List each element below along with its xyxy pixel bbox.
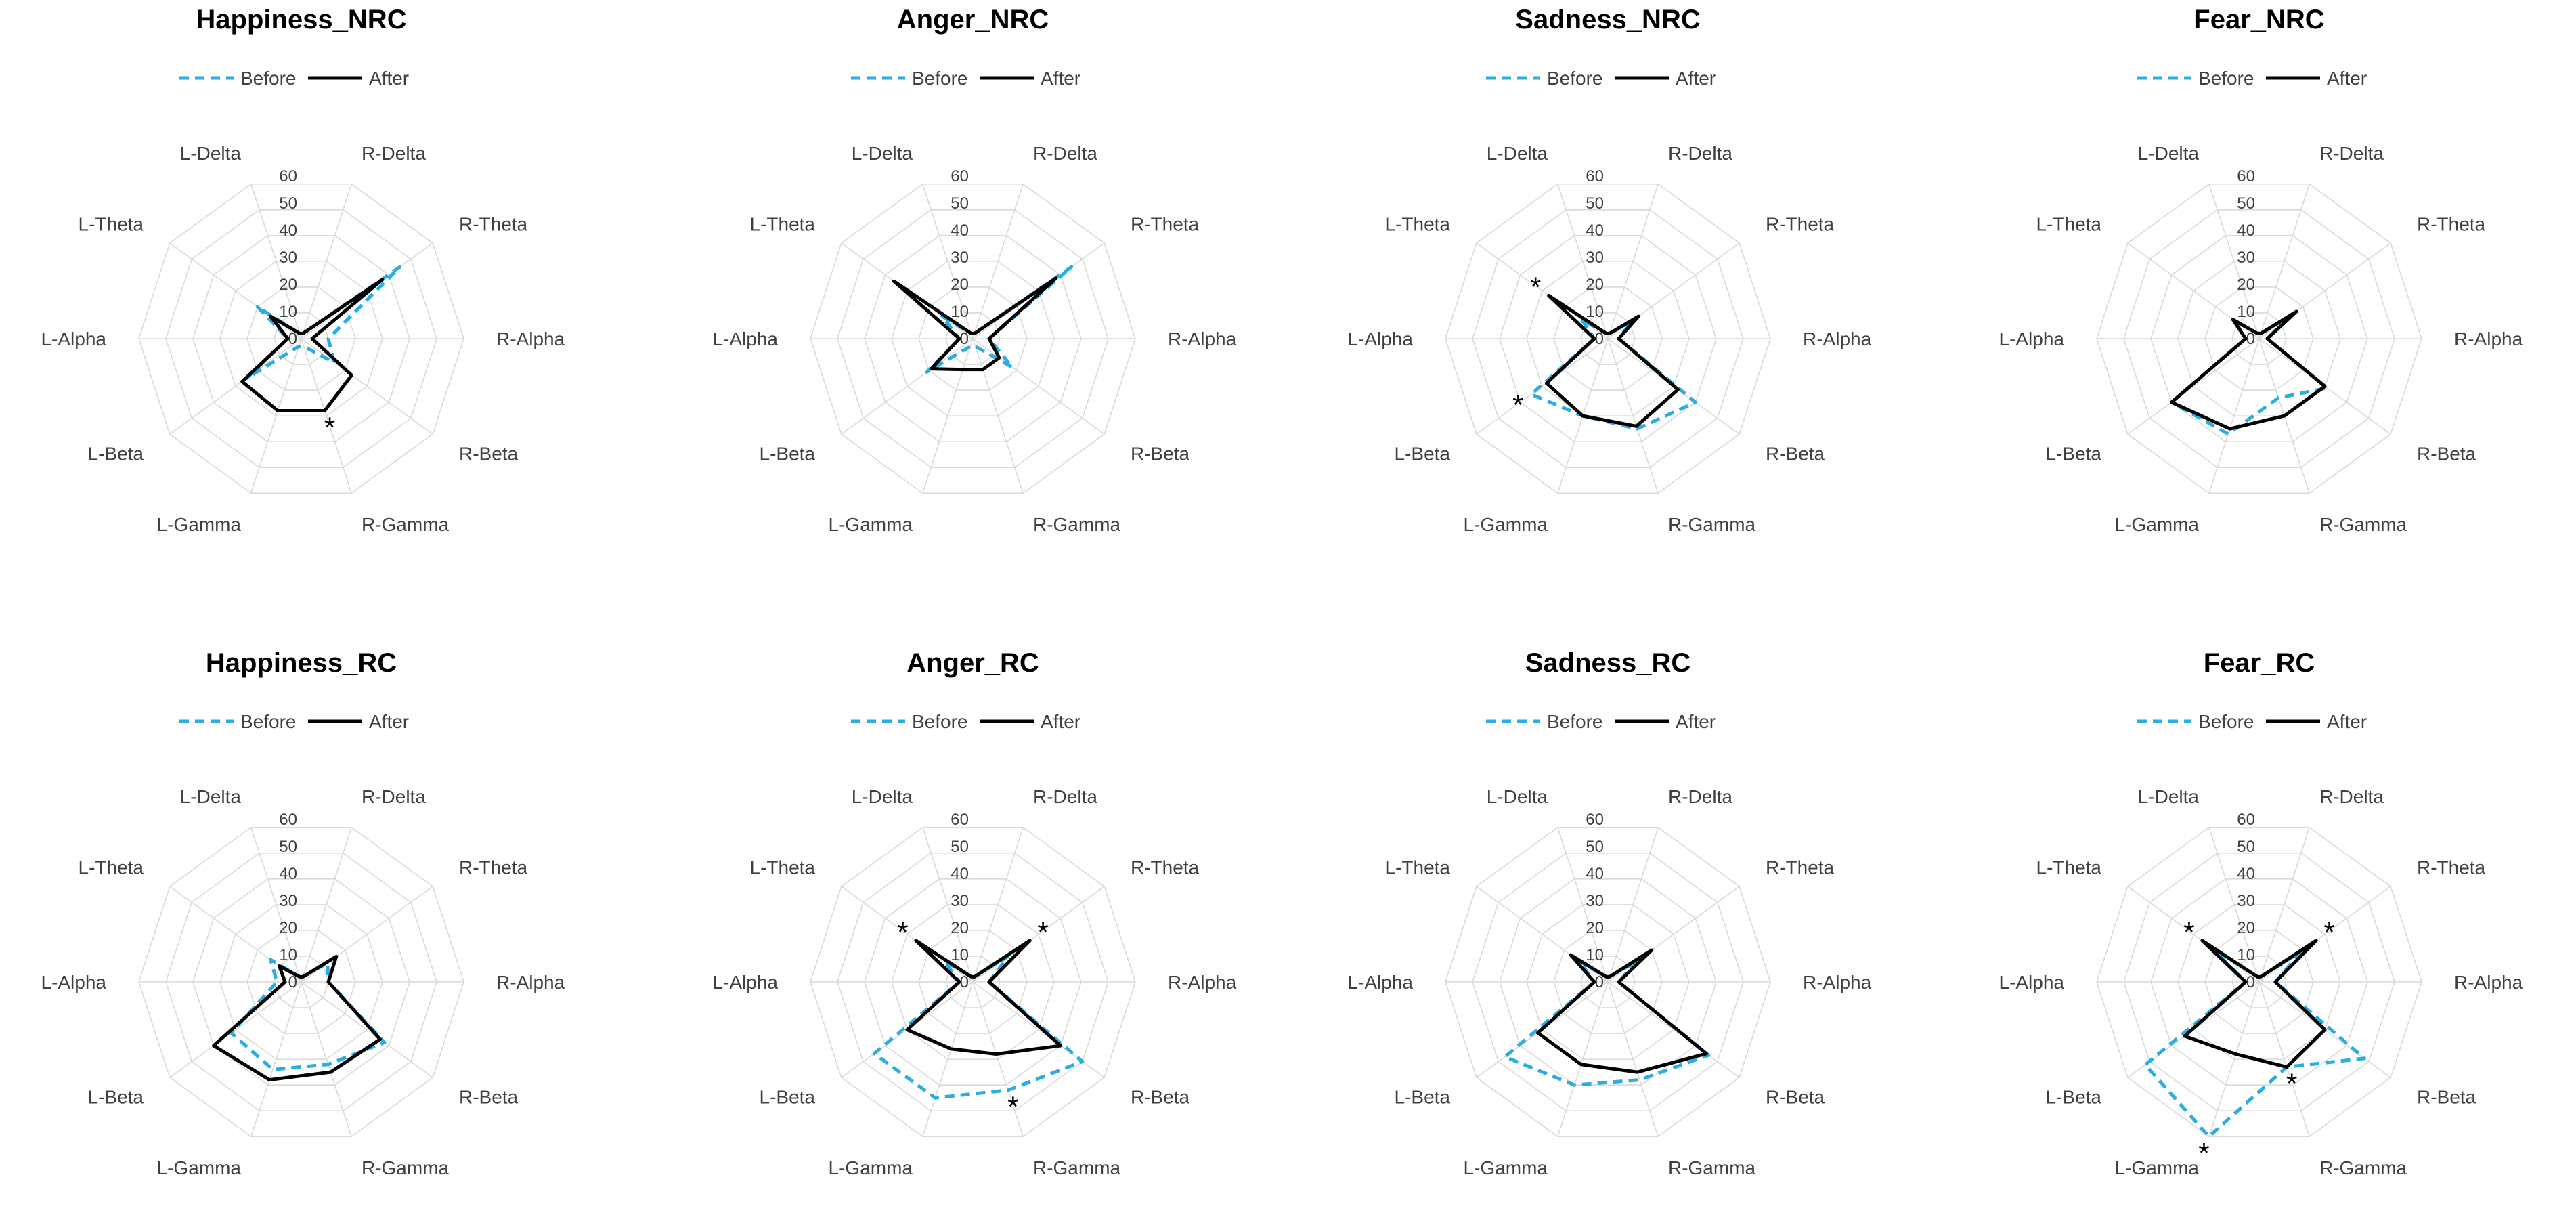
axis-label: L-Delta (179, 786, 242, 808)
series-after-line (894, 278, 1056, 370)
tick-label: 20 (1586, 276, 1604, 294)
chart-title: Sadness_NRC (1515, 5, 1701, 35)
legend (1486, 68, 1716, 89)
tick-label: 40 (951, 865, 969, 883)
axis-label: R-Beta (1765, 1086, 1825, 1108)
axis-label: R-Theta (458, 857, 528, 878)
tick-label: 60 (2237, 811, 2255, 829)
axis-label: R-Theta (2416, 213, 2486, 235)
tick-label: 10 (951, 946, 969, 964)
grid-spoke (2128, 339, 2259, 434)
radar-chart-sadness-rc (1347, 648, 1871, 1178)
tick-label: 40 (279, 865, 297, 883)
legend-after-label: After (1676, 711, 1716, 732)
tick-label: 0 (288, 973, 297, 991)
axis-label: R-Beta (458, 1086, 519, 1108)
axis-label: R-Gamma (2319, 513, 2407, 535)
axis-label: R-Beta (1130, 1086, 1190, 1108)
axis-label: R-Delta (1032, 786, 1097, 808)
grid-spoke (170, 982, 301, 1077)
chart-title: Sadness_RC (1525, 648, 1691, 678)
legend (2137, 711, 2367, 732)
axis-label: R-Theta (2416, 857, 2486, 878)
axis-label: L-Alpha (1347, 328, 1413, 349)
axis-label: L-Gamma (828, 513, 913, 535)
tick-label: 0 (2246, 330, 2255, 348)
tick-label: 30 (2237, 892, 2255, 910)
axis-label: R-Gamma (1667, 513, 1756, 535)
tick-label: 0 (959, 330, 969, 348)
tick-label: 30 (951, 249, 969, 267)
axis-label: R-Delta (1667, 786, 1732, 808)
tick-label: 20 (2237, 919, 2255, 937)
tick-label: 40 (1586, 865, 1604, 883)
legend-before-label: Before (2198, 711, 2254, 732)
grid-spoke (301, 339, 433, 434)
tick-label: 40 (279, 221, 297, 240)
tick-label: 40 (951, 221, 969, 240)
grid-spoke (973, 339, 1104, 434)
radar-chart-happiness-rc (41, 648, 565, 1178)
tick-label: 0 (1594, 330, 1604, 348)
axis-label: R-Beta (1765, 443, 1825, 465)
radar-chart-fear-rc (1999, 648, 2523, 1178)
axis-label: R-Delta (361, 786, 426, 808)
axis-label: R-Delta (1032, 143, 1097, 165)
tick-label: 30 (1586, 249, 1604, 267)
tick-label: 30 (279, 892, 297, 910)
tick-label: 0 (2246, 973, 2255, 991)
axis-label: L-Delta (179, 143, 242, 165)
legend (179, 711, 409, 732)
axis-label: L-Alpha (1999, 972, 2064, 993)
tick-label: 20 (1586, 919, 1604, 937)
legend-after-label: After (1676, 68, 1716, 89)
axis-label: L-Delta (851, 143, 913, 165)
tick-label: 60 (279, 811, 297, 829)
tick-label: 40 (2237, 221, 2255, 240)
tick-label: 20 (951, 919, 969, 937)
tick-label: 50 (951, 838, 969, 856)
radar-grid (1445, 184, 1770, 494)
axis-label: R-Theta (1130, 857, 1200, 878)
legend (179, 68, 409, 89)
significance-star: * (2323, 916, 2335, 948)
axis-label: L-Gamma (2114, 1157, 2200, 1178)
tick-label: 0 (959, 973, 969, 991)
significance-star: * (324, 411, 336, 444)
axis-label: L-Delta (851, 786, 913, 808)
legend-before-label: Before (240, 711, 297, 732)
axis-label: L-Delta (2137, 143, 2200, 165)
axis-label: L-Beta (1394, 443, 1451, 465)
axis-label: L-Theta (1384, 857, 1451, 878)
axis-label: L-Gamma (156, 513, 242, 535)
tick-label: 10 (2237, 946, 2255, 964)
legend-before-label: Before (912, 68, 968, 89)
tick-label: 50 (2237, 194, 2255, 213)
chart-title: Happiness_NRC (196, 5, 407, 35)
axis-label: L-Theta (78, 213, 144, 235)
axis-label: L-Gamma (156, 1157, 242, 1178)
significance-star: * (2286, 1067, 2298, 1100)
axis-label: R-Theta (458, 213, 528, 235)
tick-label: 10 (279, 946, 297, 964)
tick-label: 50 (279, 194, 297, 213)
tick-label: 40 (1586, 221, 1604, 240)
legend-after-label: After (2327, 711, 2367, 732)
axis-label: R-Beta (458, 443, 519, 465)
grid-spoke (842, 339, 973, 434)
tick-label: 60 (2237, 167, 2255, 186)
axis-label: L-Beta (87, 443, 144, 465)
axis-label: L-Alpha (712, 972, 778, 993)
legend-before-label: Before (912, 711, 968, 732)
axis-label: R-Gamma (1032, 513, 1121, 535)
significance-star: * (1007, 1090, 1019, 1123)
legend-before-label: Before (240, 68, 297, 89)
significance-star: * (1512, 389, 1524, 421)
axis-label: L-Theta (78, 857, 144, 878)
axis-label: L-Alpha (1999, 328, 2064, 349)
series-after-line (1546, 296, 1678, 427)
legend (851, 711, 1080, 732)
grid-spoke (1477, 339, 1608, 434)
legend (1486, 711, 1716, 732)
tick-label: 10 (1586, 303, 1604, 321)
tick-label: 30 (279, 249, 297, 267)
axis-label: L-Delta (2137, 786, 2200, 808)
radar-grid (2097, 184, 2422, 494)
axis-label: L-Gamma (2114, 513, 2200, 535)
tick-label: 30 (2237, 249, 2255, 267)
axis-label: R-Gamma (361, 513, 450, 535)
tick-label: 60 (1586, 811, 1604, 829)
axis-label: R-Beta (2416, 443, 2476, 465)
axis-label: L-Gamma (828, 1157, 913, 1178)
tick-label: 0 (1594, 973, 1604, 991)
axis-label: R-Alpha (1803, 972, 1872, 993)
axis-label: L-Alpha (1347, 972, 1413, 993)
axis-label: R-Delta (361, 143, 426, 165)
axis-label: R-Delta (2319, 143, 2384, 165)
tick-label: 60 (1586, 167, 1604, 186)
axis-label: R-Gamma (2319, 1157, 2407, 1178)
series-after-line (214, 956, 380, 1079)
series-after-line (1537, 950, 1706, 1072)
axis-label: R-Alpha (2454, 328, 2523, 349)
axis-label: L-Delta (1486, 786, 1548, 808)
chart-title: Happiness_RC (205, 648, 397, 678)
tick-label: 30 (951, 892, 969, 910)
axis-label: L-Delta (1486, 143, 1548, 165)
significance-star: * (2198, 1137, 2210, 1170)
axis-label: R-Delta (1667, 143, 1732, 165)
radar-chart-happiness-nrc (41, 5, 565, 535)
tick-label: 20 (279, 919, 297, 937)
legend-after-label: After (1041, 711, 1081, 732)
tick-label: 40 (2237, 865, 2255, 883)
tick-label: 0 (288, 330, 297, 348)
chart-title: Fear_NRC (2193, 5, 2325, 35)
radar-grid (1445, 828, 1770, 1137)
axis-label: R-Gamma (1032, 1157, 1121, 1178)
legend-after-label: After (369, 68, 410, 89)
axis-label: L-Beta (2045, 1086, 2102, 1108)
axis-label: L-Beta (87, 1086, 144, 1108)
grid-spoke (301, 982, 433, 1077)
tick-label: 20 (2237, 276, 2255, 294)
tick-label: 60 (279, 167, 297, 186)
radar-chart-anger-nrc (712, 5, 1236, 535)
axis-label: L-Alpha (41, 972, 106, 993)
tick-label: 50 (279, 838, 297, 856)
chart-title: Fear_RC (2203, 648, 2315, 678)
chart-title: Anger_NRC (896, 5, 1049, 35)
tick-label: 50 (951, 194, 969, 213)
chart-title: Anger_RC (907, 648, 1039, 678)
legend-before-label: Before (2198, 68, 2254, 89)
tick-label: 50 (1586, 194, 1604, 213)
axis-label: L-Theta (2036, 857, 2102, 878)
axis-label: R-Delta (2319, 786, 2384, 808)
tick-label: 60 (951, 167, 969, 186)
legend-after-label: After (1041, 68, 1081, 89)
legend (2137, 68, 2367, 89)
significance-star: * (1037, 916, 1049, 948)
radar-grid (139, 828, 464, 1137)
axis-label: R-Alpha (496, 328, 565, 349)
axis-label: L-Beta (759, 443, 816, 465)
significance-star: * (1530, 271, 1542, 303)
axis-label: L-Gamma (1463, 1157, 1548, 1178)
axis-label: R-Theta (1765, 857, 1835, 878)
axis-label: R-Gamma (1667, 1157, 1756, 1178)
legend-after-label: After (369, 711, 410, 732)
tick-label: 10 (279, 303, 297, 321)
radar-grid (810, 828, 1135, 1137)
radar-grid (139, 184, 464, 494)
tick-label: 20 (279, 276, 297, 294)
radar-chart-sadness-nrc (1347, 5, 1871, 535)
axis-label: R-Theta (1130, 213, 1200, 235)
axis-label: R-Gamma (361, 1157, 450, 1178)
axis-label: R-Beta (1130, 443, 1190, 465)
tick-label: 10 (1586, 946, 1604, 964)
significance-star: * (2183, 916, 2195, 948)
radar-chart-anger-rc (712, 648, 1236, 1178)
axis-label: L-Beta (1394, 1086, 1451, 1108)
axis-label: R-Theta (1765, 213, 1835, 235)
axis-label: L-Beta (759, 1086, 816, 1108)
axis-label: L-Theta (2036, 213, 2102, 235)
axis-label: R-Alpha (1168, 328, 1237, 349)
legend-after-label: After (2327, 68, 2367, 89)
axis-label: L-Alpha (712, 328, 778, 349)
legend-before-label: Before (1547, 711, 1603, 732)
tick-label: 50 (1586, 838, 1604, 856)
axis-label: L-Theta (749, 857, 816, 878)
axis-label: L-Gamma (1463, 513, 1548, 535)
axis-label: L-Theta (749, 213, 816, 235)
tick-label: 10 (951, 303, 969, 321)
significance-star: * (897, 916, 909, 948)
axis-label: R-Alpha (496, 972, 565, 993)
legend-before-label: Before (1547, 68, 1603, 89)
grid-spoke (973, 982, 1104, 1077)
axis-label: L-Theta (1384, 213, 1451, 235)
tick-label: 50 (2237, 838, 2255, 856)
axis-label: L-Alpha (41, 328, 106, 349)
grid-spoke (170, 339, 301, 434)
axis-label: L-Beta (2045, 443, 2102, 465)
legend (851, 68, 1080, 89)
radar-grid (810, 184, 1135, 494)
axis-label: R-Alpha (1803, 328, 1872, 349)
tick-label: 10 (2237, 303, 2255, 321)
axis-label: R-Alpha (1168, 972, 1237, 993)
axis-label: R-Beta (2416, 1086, 2476, 1108)
tick-label: 30 (1586, 892, 1604, 910)
axis-label: R-Alpha (2454, 972, 2523, 993)
radar-chart-fear-nrc (1999, 5, 2523, 535)
tick-label: 60 (951, 811, 969, 829)
tick-label: 20 (951, 276, 969, 294)
